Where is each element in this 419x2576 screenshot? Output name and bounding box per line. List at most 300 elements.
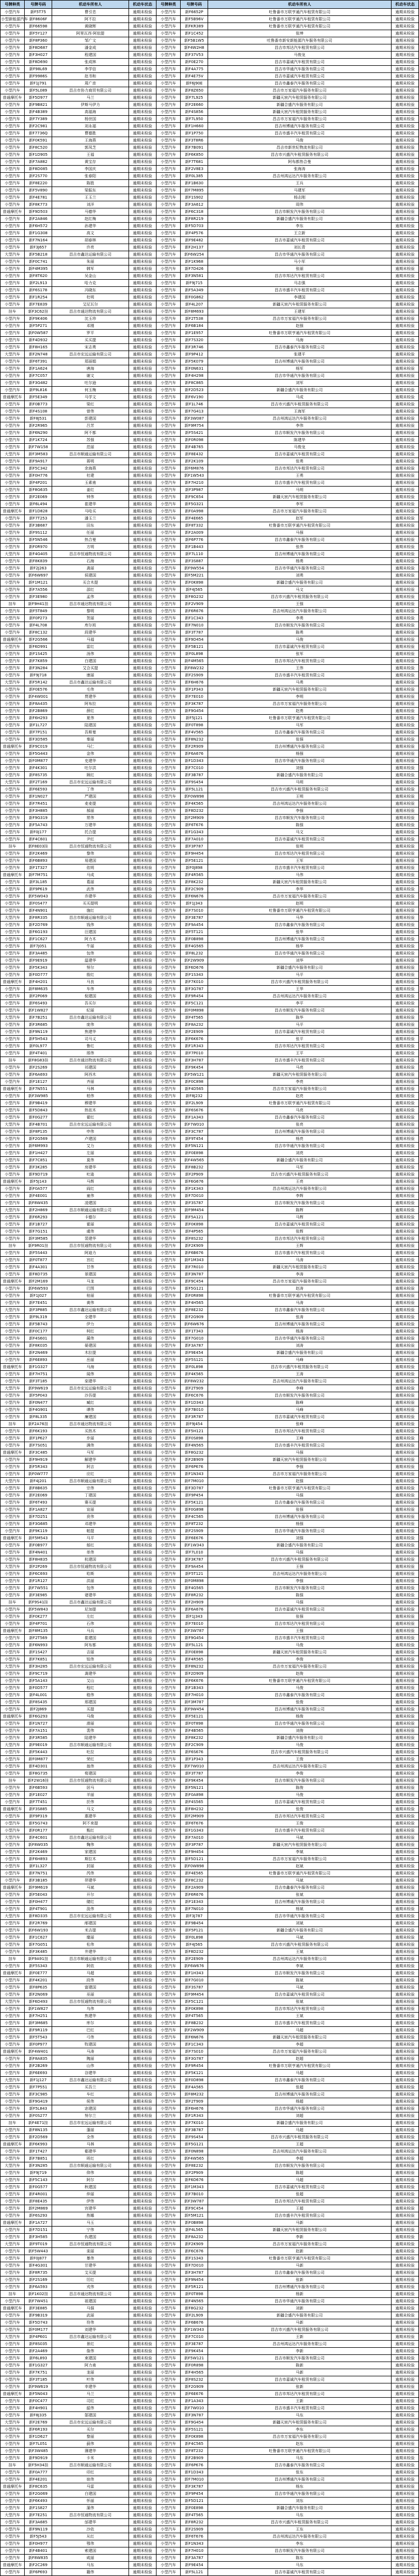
owner-left-cell: 哈斯 <box>52 1571 129 1578</box>
status-left-cell: 逾期未检验 <box>129 1200 157 1207</box>
table-row <box>1 950 419 957</box>
owner-left-cell: 昌吉市通达物流有限公司 <box>52 601 129 608</box>
owner-left-cell: 巴红 <box>52 2027 129 2034</box>
table-row <box>1 1884 419 1891</box>
owner-right-cell: 刘勇 <box>208 572 392 579</box>
owner-right-cell: 昌吉市盛丰汽车租赁有限公司 <box>208 1827 392 1834</box>
plate-number-right-cell: 新F2E909 <box>181 1029 208 1036</box>
plate-type-right-cell: 小型汽车 <box>157 1242 181 1250</box>
plate-number-left-cell: 新F7G151 <box>25 1228 52 1235</box>
status-left-cell: 逾期未检验 <box>129 579 157 586</box>
status-right-cell: 逾期未检验 <box>392 2091 419 2098</box>
plate-type-right-cell: 小型汽车 <box>157 1656 181 1663</box>
owner-right-cell: 马亮 <box>208 1064 392 1071</box>
plate-type-left-cell: 小型汽车 <box>1 1877 25 1884</box>
status-left-cell: 逾期未检验 <box>129 1442 157 1449</box>
status-right-cell: 逾期未检验 <box>392 2348 419 2355</box>
status-right-cell: 逾期未检验 <box>392 2398 419 2405</box>
status-right-cell: 逾期未检验 <box>392 87 419 94</box>
plate-number-left-cell: 新F1E127 <box>25 1078 52 1086</box>
table-row <box>1 2048 419 2055</box>
plate-number-right-cell: 新F8R232 <box>181 2519 208 2526</box>
plate-type-right-cell: 小型汽车 <box>157 2334 181 2341</box>
owner-right-cell: 张斌 <box>208 1998 392 2006</box>
plate-type-right-cell: 小型汽车 <box>157 37 181 44</box>
plate-number-right-cell: 新F4L207 <box>181 301 208 308</box>
plate-number-left-cell: 新F5D743 <box>25 2319 52 2326</box>
status-left-cell: 逾期未检验 <box>129 358 157 365</box>
plate-number-right-cell: 新F8L232 <box>181 950 208 957</box>
plate-number-left-cell: 新F8C635 <box>25 2483 52 2490</box>
plate-type-left-cell: 小型汽车 <box>1 2269 25 2276</box>
owner-right-cell: 昌吉市顺发汽车服务有限公司 <box>208 2355 392 2362</box>
plate-type-left-cell: 小型汽车 <box>1 258 25 265</box>
status-right-cell: 逾期未检验 <box>392 786 419 793</box>
status-right-cell: 逾期未检验 <box>392 1792 419 1799</box>
status-left-cell: 逾期未检验 <box>129 1285 157 1292</box>
status-right-cell: 逾期未检验 <box>392 2533 419 2540</box>
table-row <box>1 1642 419 1649</box>
owner-right-cell: 马军 <box>208 722 392 729</box>
plate-type-right-cell: 小型汽车 <box>157 1899 181 1906</box>
table-row <box>1 2334 419 2341</box>
plate-type-right-cell: 小型汽车 <box>157 1456 181 1464</box>
plate-type-right-cell: 小型汽车 <box>157 2198 181 2205</box>
plate-number-left-cell: 新F4B389 <box>25 109 52 116</box>
plate-type-left-cell: 小型汽车 <box>1 1078 25 1086</box>
owner-left-cell: 昌吉市鑫达运输有限公司 <box>52 251 129 258</box>
status-right-cell: 逾期未检验 <box>392 822 419 829</box>
plate-number-left-cell: 新F3K485 <box>25 1948 52 1956</box>
plate-type-right-cell: 小型汽车 <box>157 1128 181 1136</box>
plate-type-left-cell: 普通摩托车 <box>1 1178 25 1185</box>
plate-number-right-cell: 新F6W254 <box>181 251 208 258</box>
owner-left-cell: 米吉提 <box>52 1927 129 1934</box>
plate-number-left-cell: 新F7E251 <box>25 2512 52 2519</box>
status-left-cell: 逾期未检验 <box>129 2369 157 2376</box>
table-row <box>1 1606 419 1613</box>
plate-number-left-cell: 新F4P201 <box>25 479 52 487</box>
owner-left-cell: 储红 <box>52 1899 129 1906</box>
plate-type-right-cell: 小型汽车 <box>157 1870 181 1877</box>
plate-number-left-cell: 新F6R293 <box>25 1214 52 1221</box>
status-left-cell: 逾期未检验 <box>129 1891 157 1899</box>
plate-type-right-cell: 小型汽车 <box>157 123 181 130</box>
owner-right-cell: 陈新 <box>208 2362 392 2369</box>
plate-type-right-cell: 小型汽车 <box>157 1421 181 1428</box>
table-row <box>1 2412 419 2419</box>
plate-type-right-cell: 小型汽车 <box>157 1093 181 1100</box>
plate-number-left-cell: 新F0D577 <box>25 1685 52 1692</box>
status-left-cell: 逾期未检验 <box>129 1357 157 1364</box>
owner-right-cell: 新疆天宸汽车租赁服务有限公司 <box>208 1649 392 1656</box>
plate-number-right-cell: 新F9K454 <box>181 2348 208 2355</box>
status-right-cell: 逾期未检验 <box>392 1528 419 1535</box>
table-row <box>1 151 419 159</box>
status-right-cell: 逾期未检验 <box>392 1521 419 1528</box>
status-left-cell: 逾期未检验 <box>129 929 157 936</box>
status-left-cell: 逾期未检验 <box>129 1385 157 1392</box>
plate-type-right-cell: 小型汽车 <box>157 807 181 815</box>
owner-left-cell: 芮伟 <box>52 1870 129 1877</box>
plate-type-right-cell: 小型汽车 <box>157 2498 181 2505</box>
plate-type-left-cell: 小型汽车 <box>1 594 25 601</box>
owner-left-cell: 凌建国 <box>52 1200 129 1207</box>
plate-number-left-cell: 新F3R685 <box>25 1021 52 1029</box>
status-left-cell: 逾期未检验 <box>129 2483 157 2490</box>
owner-left-cell: 祁建国 <box>52 1064 129 1071</box>
plate-number-left-cell: 新F9P319 <box>25 1813 52 1820</box>
owner-left-cell: 昌吉市鑫达运输有限公司 <box>52 2334 129 2341</box>
plate-type-right-cell: 小型汽车 <box>157 786 181 793</box>
plate-number-right-cell: 新F9J454 <box>181 1421 208 1428</box>
plate-number-left-cell: 新F4C601 <box>25 836 52 843</box>
owner-right-cell: 张辉 <box>208 1228 392 1235</box>
table-row <box>1 2070 419 2077</box>
table-row <box>1 1449 419 1456</box>
plate-number-left-cell: 新F1L727 <box>25 722 52 729</box>
header-row <box>1 1 419 9</box>
plate-type-left-cell: 普通摩托车 <box>1 2483 25 2490</box>
plate-number-left-cell: 新F8E03挂 <box>25 843 52 850</box>
plate-type-left-cell: 小型汽车 <box>1 80 25 87</box>
owner-right-cell: 昌吉市华通汽车服务有限公司 <box>208 1143 392 1150</box>
plate-type-left-cell: 小型汽车 <box>1 1606 25 1613</box>
owner-right-cell: 刘亮 <box>208 1150 392 1157</box>
owner-left-cell: 开尔 <box>52 1891 129 1899</box>
plate-type-right-cell: 小型汽车 <box>157 1727 181 1735</box>
status-right-cell: 逾期未检验 <box>392 116 419 123</box>
status-right-cell: 逾期未检验 <box>392 415 419 422</box>
plate-type-right-cell: 小型汽车 <box>157 1692 181 1699</box>
status-right-cell: 逾期未检验 <box>392 337 419 344</box>
plate-number-right-cell: 新F7H010 <box>181 1692 208 1699</box>
plate-type-right-cell: 小型汽车 <box>157 1535 181 1542</box>
owner-left-cell: 井建华 <box>52 1948 129 1956</box>
status-right-cell: 逾期未检验 <box>392 1585 419 1592</box>
owner-left-cell: 庞伟 <box>52 1021 129 1029</box>
plate-number-left-cell: 新F2G069 <box>25 2490 52 2498</box>
owner-left-cell: 艾山 <box>52 1677 129 1685</box>
table-row <box>1 180 419 187</box>
owner-right-cell: 昌吉市顺发汽车服务有限公司 <box>208 1970 392 1977</box>
plate-number-right-cell: 新F2E660 <box>181 101 208 109</box>
plate-type-right-cell: 小型汽车 <box>157 1449 181 1456</box>
plate-type-left-cell: 大型汽车 <box>1 679 25 686</box>
status-left-cell: 逾期未检验 <box>129 743 157 750</box>
plate-type-left-cell: 小型汽车 <box>1 230 25 237</box>
status-left-cell: 逾期未检验 <box>129 765 157 772</box>
owner-right-cell: 昌吉州博通汽车服务有限公司 <box>208 936 392 943</box>
owner-right-cell: 昌吉市顺发汽车服务有限公司 <box>208 1777 392 1784</box>
owner-left-cell: 陆建国 <box>52 722 129 729</box>
table-row <box>1 244 419 251</box>
plate-type-left-cell: 小型汽车 <box>1 957 25 964</box>
table-row <box>1 1841 419 1849</box>
status-left-cell: 逾期未检验 <box>129 1613 157 1620</box>
plate-type-right-cell: 小型汽车 <box>157 2305 181 2312</box>
status-left-cell: 逾期未检验 <box>129 2205 157 2212</box>
owner-left-cell: 戎伟 <box>52 2284 129 2291</box>
plate-number-left-cell: 新F0G577 <box>25 2184 52 2191</box>
status-right-cell: 逾期未检验 <box>392 16 419 23</box>
plate-type-right-cell: 小型汽车 <box>157 629 181 636</box>
status-right-cell: 逾期未检验 <box>392 80 419 87</box>
plate-type-left-cell: 小型汽车 <box>1 1649 25 1656</box>
table-row <box>1 479 419 487</box>
plate-type-right-cell: 小型汽车 <box>157 914 181 922</box>
table-row <box>1 1399 419 1406</box>
status-right-cell: 逾期未检验 <box>392 686 419 693</box>
status-right-cell: 逾期未检验 <box>392 572 419 579</box>
plate-number-left-cell: 新F9H41挂 <box>25 601 52 608</box>
status-right-cell: 逾期未检验 <box>392 2312 419 2319</box>
plate-number-left-cell: 新F9E919 <box>25 957 52 964</box>
plate-type-left-cell: 小型汽车 <box>1 708 25 715</box>
owner-left-cell: 宓建国 <box>52 2105 129 2112</box>
owner-left-cell: 马林 <box>52 2141 129 2148</box>
owner-right-cell: 新疆天宸汽车租赁服务有限公司 <box>208 94 392 101</box>
plate-type-right-cell: 小型汽车 <box>157 430 181 437</box>
table-row <box>1 1036 419 1043</box>
owner-right-cell: 吐鲁番市万联亨通汽车租赁有限公司 <box>208 2448 392 2455</box>
status-left-cell: 逾期未检验 <box>129 636 157 643</box>
plate-type-left-cell: 小型汽车 <box>1 2426 25 2433</box>
plate-type-left-cell: 小型汽车 <box>1 1464 25 1471</box>
status-left-cell: 逾期未检验 <box>129 1549 157 1556</box>
plate-type-right-cell: 小型汽车 <box>157 964 181 971</box>
plate-type-left-cell: 小型汽车 <box>1 23 25 30</box>
owner-right-cell: 李强 <box>208 1464 392 1471</box>
table-row <box>1 2198 419 2205</box>
status-right-cell: 逾期未检验 <box>392 1464 419 1471</box>
owner-right-cell: 李涛 <box>208 1271 392 1278</box>
owner-right-cell: 新疆合盛汽车服务有限公司 <box>208 387 392 394</box>
status-right-cell: 逾期未检验 <box>392 1606 419 1613</box>
table-row <box>1 1264 419 1271</box>
plate-type-right-cell: 小型汽车 <box>157 2034 181 2041</box>
plate-number-right-cell: 新F1H343 <box>181 1970 208 1977</box>
owner-right-cell: 新疆天宸汽车租赁服务有限公司 <box>208 1071 392 1078</box>
plate-type-left-cell: 大型汽车 <box>1 1385 25 1392</box>
plate-number-right-cell: 新F2G909 <box>181 2383 208 2391</box>
status-left-cell: 逾期未检验 <box>129 1856 157 1863</box>
status-left-cell: 逾期未检验 <box>129 1464 157 1471</box>
plate-number-right-cell: 新F3N787 <box>181 2412 208 2419</box>
status-right-cell: 逾期未检验 <box>392 565 419 572</box>
status-right-cell: 逾期未检验 <box>392 2162 419 2170</box>
owner-right-cell: 昌吉市兴盛汽车租赁服务有限公司 <box>208 401 392 408</box>
owner-left-cell: 龚建华 <box>52 1670 129 1677</box>
plate-number-right-cell: 新F2S909 <box>181 2526 208 2533</box>
owner-left-cell: 甘伟 <box>52 1264 129 1271</box>
owner-left-cell: 栾建华 <box>52 1378 129 1385</box>
header-plate-number-left: 号牌号码 <box>25 1 52 9</box>
plate-number-left-cell: 新F2N748 <box>25 351 52 358</box>
owner-left-cell: 阿迪力 <box>52 1250 129 1257</box>
plate-number-left-cell: 新F4S108 <box>25 408 52 415</box>
owner-right-cell: 陈强 <box>208 822 392 829</box>
status-left-cell: 逾期未检验 <box>129 59 157 66</box>
plate-number-right-cell: 新F4H565 <box>181 1300 208 1307</box>
plate-number-right-cell: 新F5A349 <box>181 287 208 294</box>
table-row <box>1 1014 419 1021</box>
plate-type-left-cell: 小型汽车 <box>1 2255 25 2262</box>
plate-number-right-cell: 新F0N898 <box>181 2148 208 2155</box>
owner-left-cell: 吐拉 <box>52 1749 129 1756</box>
plate-number-right-cell: 新F0E898 <box>181 1649 208 1656</box>
owner-left-cell: 陈胜 <box>52 180 129 187</box>
status-right-cell: 逾期未检验 <box>392 2070 419 2077</box>
plate-type-left-cell: 小型汽车 <box>1 1235 25 1242</box>
owner-right-cell: 李东 <box>208 2540 392 2547</box>
plate-type-left-cell: 小型汽车 <box>1 444 25 451</box>
status-left-cell: 逾期未检验 <box>129 1713 157 1720</box>
owner-left-cell: 山伟 <box>52 2063 129 2070</box>
owner-left-cell: 郁红 <box>52 1542 129 1549</box>
status-left-cell: 逾期未检验 <box>129 2027 157 2034</box>
table-row <box>1 2234 419 2241</box>
owner-left-cell: 谭伟 <box>52 1406 129 1414</box>
plate-type-right-cell: 小型汽车 <box>157 344 181 351</box>
owner-left-cell: 潘玉兰 <box>52 515 129 522</box>
plate-type-right-cell: 小型汽车 <box>157 1321 181 1328</box>
plate-number-left-cell: 新F2H869 <box>25 1207 52 1214</box>
plate-type-left-cell: 普通摩托车 <box>1 2562 25 2569</box>
plate-type-left-cell: 小型汽车 <box>1 2276 25 2284</box>
plate-number-right-cell: 新F6M876 <box>181 465 208 472</box>
plate-number-left-cell: 新F3K285 <box>25 1164 52 1171</box>
table-row <box>1 116 419 123</box>
plate-type-right-cell: 小型汽车 <box>157 2298 181 2305</box>
table-row <box>1 1271 419 1278</box>
table-row <box>1 59 419 66</box>
table-row <box>1 1528 419 1535</box>
plate-type-right-cell: 小型汽车 <box>157 1464 181 1471</box>
plate-number-right-cell: 新F2K109 <box>181 458 208 465</box>
plate-type-right-cell: 小型汽车 <box>157 2483 181 2490</box>
status-left-cell: 逾期未检验 <box>129 1941 157 1948</box>
status-right-cell: 逾期未检验 <box>392 44 419 52</box>
plate-number-left-cell: 新F8B635 <box>25 1485 52 1492</box>
owner-right-cell: 昌吉州博通汽车服务有限公司 <box>208 1706 392 1713</box>
plate-number-right-cell: 新F6V190 <box>181 394 208 401</box>
owner-left-cell: 库尔 <box>52 2020 129 2027</box>
status-right-cell: 逾期未检验 <box>392 1000 419 1007</box>
status-left-cell: 逾期未检验 <box>129 807 157 815</box>
status-left-cell: 逾期未检验 <box>129 779 157 786</box>
status-right-cell: 逾期未检验 <box>392 23 419 30</box>
status-left-cell: 逾期未检验 <box>129 2262 157 2269</box>
plate-type-right-cell: 小型汽车 <box>157 2241 181 2248</box>
plate-number-right-cell: 新F4B565 <box>181 1727 208 1735</box>
plate-number-right-cell: 新F9H454 <box>181 850 208 857</box>
plate-type-right-cell: 小型汽车 <box>157 30 181 37</box>
plate-number-right-cell: 新F7W010 <box>181 1121 208 1128</box>
owner-right-cell: 马伟 <box>208 872 392 879</box>
plate-number-left-cell: 新F3M585 <box>25 1235 52 1242</box>
plate-number-right-cell: 新F5L121 <box>181 2569 208 2576</box>
owner-right-cell: 王俊 <box>208 1820 392 1827</box>
table-row <box>1 1128 419 1136</box>
plate-number-left-cell: 新F9G419 <box>25 2098 52 2105</box>
status-left-cell: 逾期未检验 <box>129 2148 157 2155</box>
owner-right-cell: 新疆合盛汽车服务有限公司 <box>208 1157 392 1164</box>
plate-number-right-cell: 新F5L121 <box>181 1642 208 1649</box>
status-right-cell: 逾期未检验 <box>392 1228 419 1235</box>
plate-number-right-cell: 新F4A775 <box>181 66 208 73</box>
owner-right-cell: 王强 <box>208 1563 392 1571</box>
status-left-cell: 逾期未检验 <box>129 2562 157 2569</box>
status-right-cell: 逾期未检验 <box>392 37 419 44</box>
status-right-cell: 逾期未检验 <box>392 658 419 665</box>
plate-number-right-cell: 新F4G565 <box>181 1585 208 1592</box>
plate-type-left-cell: 小型汽车 <box>1 1891 25 1899</box>
plate-number-left-cell: 新F6E893 <box>25 1357 52 1364</box>
owner-left-cell: 潘金成 <box>52 44 129 52</box>
table-row <box>1 1599 419 1606</box>
plate-number-right-cell: 新F5T121 <box>181 1571 208 1578</box>
plate-number-right-cell: 新F6G676 <box>181 1178 208 1185</box>
table-row <box>1 2084 419 2091</box>
plate-number-right-cell: 新F6C676 <box>181 2248 208 2255</box>
plate-type-right-cell: 小型汽车 <box>157 1820 181 1827</box>
plate-number-left-cell: 新F7R451 <box>25 800 52 807</box>
owner-right-cell: 昌吉市盛丰汽车租赁有限公司 <box>208 2212 392 2219</box>
status-left-cell: 逾期未检验 <box>129 2448 157 2455</box>
table-row <box>1 779 419 786</box>
status-right-cell: 逾期未检验 <box>392 1941 419 1948</box>
plate-number-right-cell: 新F8R219 <box>181 216 208 223</box>
plate-type-right-cell: 小型汽车 <box>157 1542 181 1549</box>
owner-left-cell: 翁伟 <box>52 1763 129 1770</box>
plate-type-left-cell: 小型汽车 <box>1 2041 25 2048</box>
status-left-cell: 逾期未检验 <box>129 2426 157 2433</box>
status-right-cell: 逾期未检验 <box>392 2433 419 2441</box>
plate-type-right-cell: 小型汽车 <box>157 1342 181 1349</box>
table-row <box>1 394 419 401</box>
plate-number-right-cell: 新F8D232 <box>181 807 208 815</box>
plate-type-right-cell: 小型汽车 <box>157 1193 181 1200</box>
plate-number-left-cell: 新F8M635 <box>25 986 52 993</box>
table-row <box>1 472 419 479</box>
plate-type-right-cell: 小型汽车 <box>157 1071 181 1078</box>
status-left-cell: 逾期未检验 <box>129 294 157 301</box>
table-row <box>1 1991 419 1998</box>
plate-number-right-cell: 新F9T454 <box>181 1136 208 1143</box>
owner-right-cell: 昌吉市邦达汽车租赁有限公司 <box>208 44 392 52</box>
table-row <box>1 1956 419 1963</box>
owner-left-cell: 王福 <box>52 151 129 159</box>
plate-type-right-cell: 小型汽车 <box>157 444 181 451</box>
plate-number-right-cell: 新F8C232 <box>181 1877 208 1884</box>
table-row <box>1 1549 419 1556</box>
owner-right-cell: 杨涛 <box>208 1328 392 1335</box>
status-right-cell: 逾期未检验 <box>392 1200 419 1207</box>
status-left-cell: 逾期未检验 <box>129 2398 157 2405</box>
owner-right-cell: 新疆合盛汽车服务有限公司 <box>208 1735 392 1742</box>
plate-number-right-cell: 新F9E454 <box>181 1349 208 1357</box>
plate-type-right-cell: 小型汽车 <box>157 1357 181 1364</box>
plate-type-left-cell: 大型汽车 <box>1 1478 25 1485</box>
table-row <box>1 2105 419 2112</box>
owner-left-cell: 沙依 <box>52 2526 129 2533</box>
status-left-cell: 逾期未检验 <box>129 1670 157 1677</box>
table-row <box>1 1977 419 1984</box>
status-left-cell: 逾期未检验 <box>129 993 157 1000</box>
owner-left-cell: 韶伟 <box>52 2405 129 2412</box>
status-right-cell: 逾期未检验 <box>392 1891 419 1899</box>
